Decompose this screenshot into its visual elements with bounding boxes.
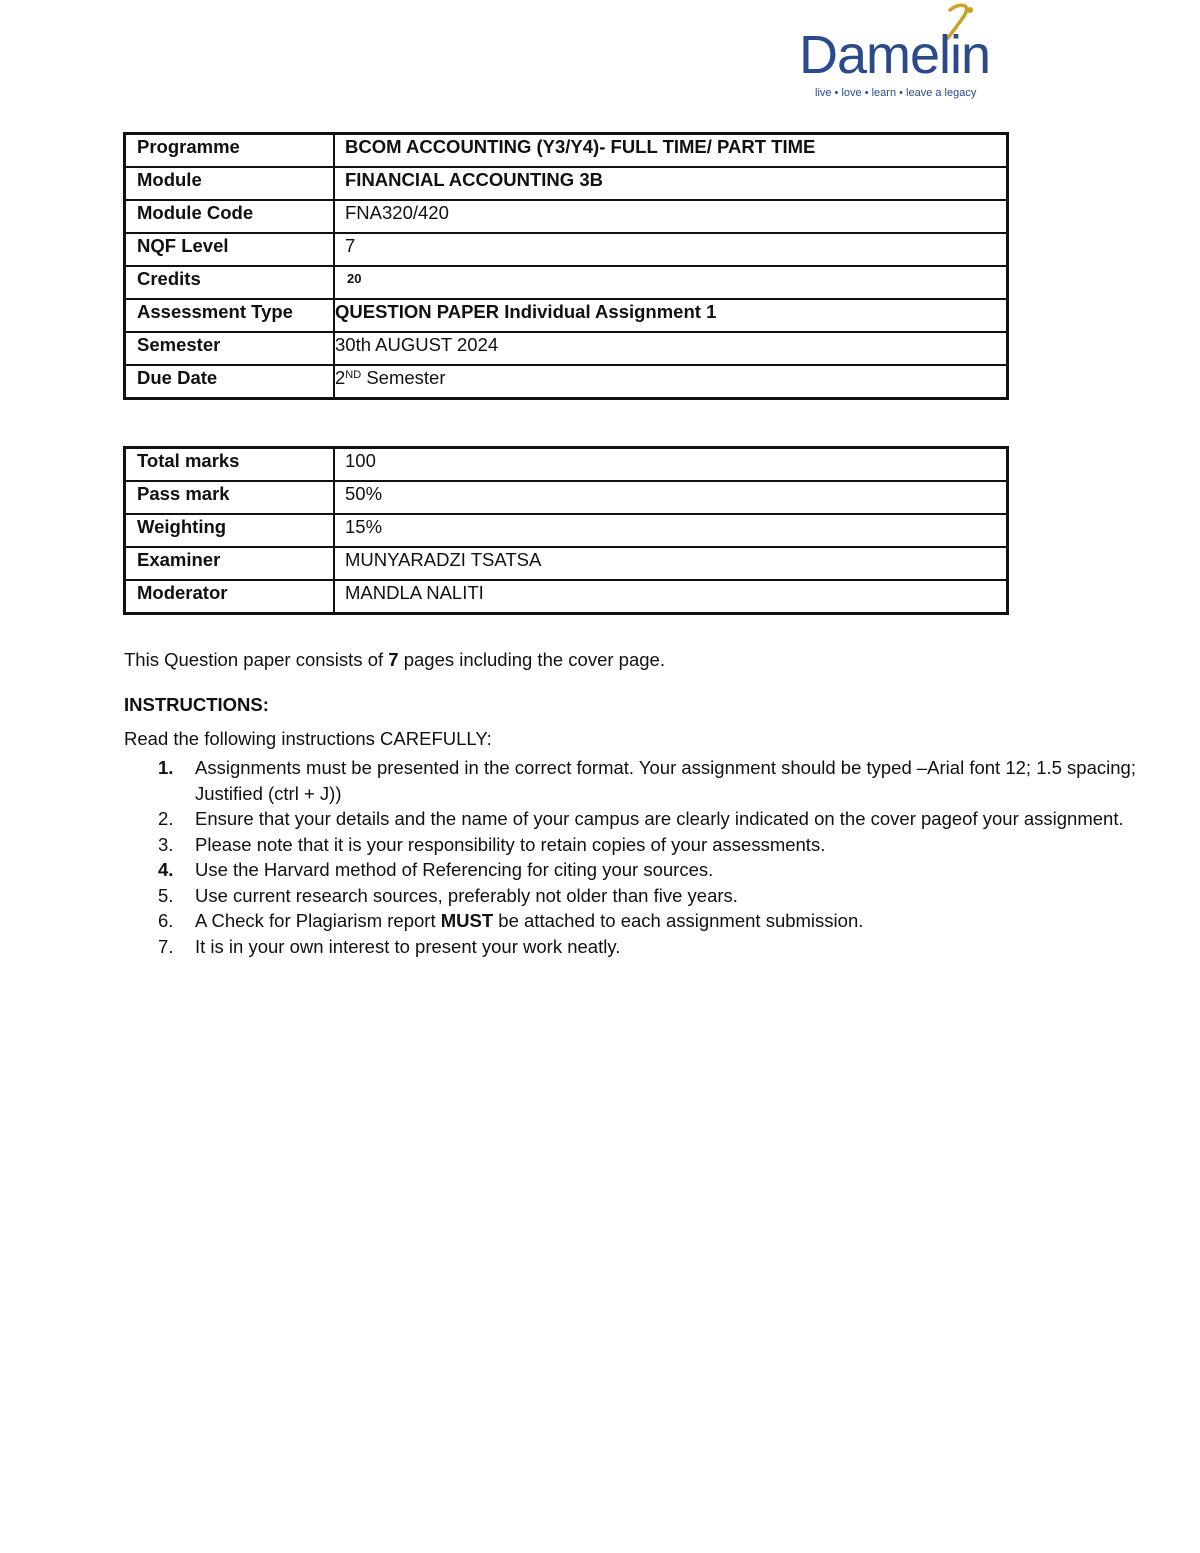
list-item-text [195, 910, 863, 931]
logo-wordmark: Damelin [799, 25, 991, 85]
module-label: Module [125, 167, 335, 200]
table-row [125, 514, 1008, 547]
list-item-number: 1. [158, 757, 174, 778]
course-info-table [123, 132, 1009, 400]
list-item [124, 832, 1184, 858]
pages-note-after: pages including the cover page. [398, 649, 665, 670]
programme-label: Programme [125, 134, 335, 168]
table-row [125, 167, 1008, 200]
list-item [124, 934, 1184, 960]
due-date-number: 2 [335, 367, 346, 388]
list-item-text: It is in your own interest to present your work neatly. [195, 935, 621, 957]
semester-value: 30th AUGUST 2024 [334, 332, 1008, 365]
pass-mark-label: Pass mark [125, 481, 335, 514]
list-item-text: Ensure that your details and the name of your campus are clearly indicated on the cover pageof your assignment. [195, 808, 1124, 829]
list-item-number: 5. [158, 884, 174, 906]
module-code-label: Module Code [125, 200, 335, 233]
list-item [124, 806, 1184, 832]
credits-value: 20 [334, 266, 1008, 299]
instructions-list [124, 755, 1184, 959]
list-item [124, 908, 1184, 934]
due-date-label: Due Date [125, 365, 335, 399]
marks-table [123, 446, 1009, 615]
list-item-text: Please note that it is your responsibility to retain copies of your assessments. [195, 833, 826, 855]
total-marks-value: 100 [334, 448, 1008, 482]
logo-tagline: live • love • learn • leave a legacy [815, 87, 977, 99]
module-value: FINANCIAL ACCOUNTING 3B [334, 167, 1008, 200]
moderator-value: MANDLA NALITI [334, 580, 1008, 614]
module-code-value: FNA320/420 [334, 200, 1008, 233]
pages-count: 7 [388, 649, 399, 670]
list-item-text: Assignments must be presented in the correct format. Your assignment should be typed –Arial font 12; 1.5 spacing; Justified (ctrl + J)) [195, 757, 1136, 804]
list-item-text-after: be attached to each assignment submission. [493, 910, 864, 931]
list-item-number: 3. [158, 833, 174, 855]
list-item [124, 857, 1184, 883]
list-item-text: Use the Harvard method of Referencing for citing your sources. [195, 859, 714, 880]
pages-note-before: This Question paper consists of [124, 649, 389, 670]
list-item-text-emphasis: MUST [440, 910, 494, 931]
table-row [125, 481, 1008, 514]
list-item-number: 7. [158, 935, 174, 957]
semester-label: Semester [125, 332, 335, 365]
list-item-number: 6. [158, 910, 174, 931]
table-row [125, 200, 1008, 233]
table-row [125, 299, 1008, 332]
list-item-number: 4. [158, 859, 174, 880]
credits-label: Credits [125, 266, 335, 299]
table-row [125, 332, 1008, 365]
table-row [125, 365, 1008, 399]
list-item-text: Use current research sources, preferably not older than five years. [195, 884, 738, 906]
assessment-type-label: Assessment Type [125, 299, 335, 332]
pass-mark-value: 50% [334, 481, 1008, 514]
list-item-text-before: A Check for Plagiarism report [195, 910, 441, 931]
due-date-value [334, 365, 1008, 399]
table-row [125, 448, 1008, 482]
nqf-level-label: NQF Level [125, 233, 335, 266]
pages-note [124, 649, 665, 671]
examiner-label: Examiner [125, 547, 335, 580]
instructions-intro: Read the following instructions CAREFULLY: [124, 728, 492, 749]
programme-value: BCOM ACCOUNTING (Y3/Y4)- FULL TIME/ PART TIME [334, 134, 1008, 168]
list-item-number: 2. [158, 808, 174, 829]
table-row [125, 580, 1008, 614]
table-row [125, 233, 1008, 266]
list-item [124, 755, 1184, 806]
assessment-type-value: QUESTION PAPER Individual Assignment 1 [334, 299, 1008, 332]
weighting-value: 15% [334, 514, 1008, 547]
nqf-level-value: 7 [334, 233, 1008, 266]
due-date-rest: Semester [361, 367, 446, 388]
due-date-ordinal: ND [345, 369, 362, 381]
total-marks-label: Total marks [125, 448, 335, 482]
weighting-label: Weighting [125, 514, 335, 547]
moderator-label: Moderator [125, 580, 335, 614]
table-row [125, 134, 1008, 168]
instructions-heading: INSTRUCTIONS: [124, 694, 269, 715]
examiner-value: MUNYARADZI TSATSA [334, 547, 1008, 580]
list-item [124, 883, 1184, 909]
table-row [125, 266, 1008, 299]
table-row [125, 547, 1008, 580]
damelin-logo [795, 0, 1010, 105]
